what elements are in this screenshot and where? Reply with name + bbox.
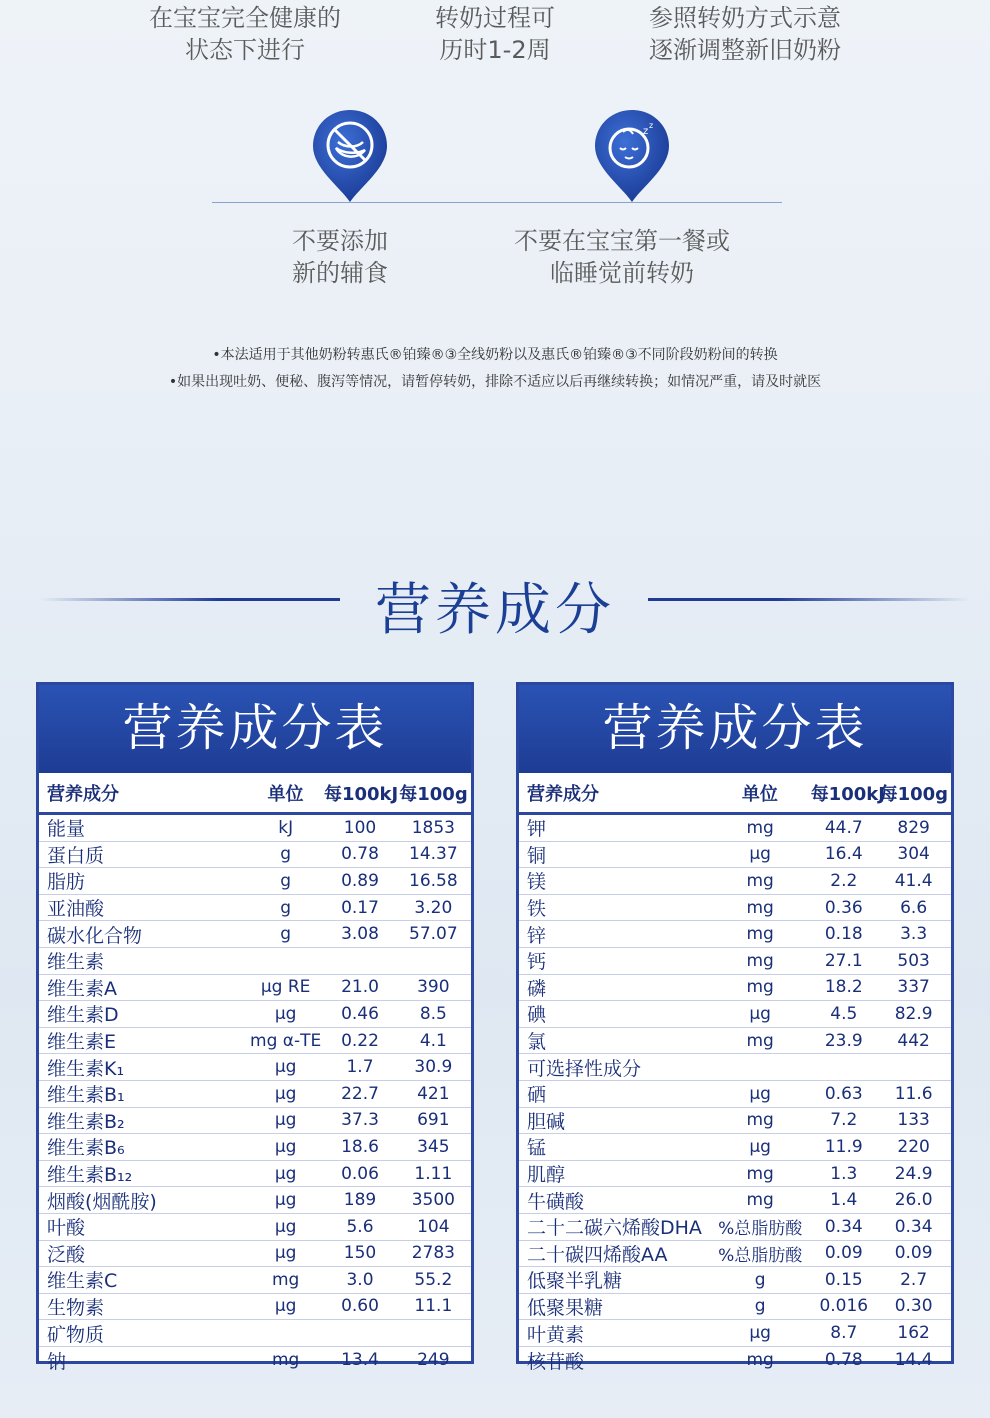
table-row <box>519 948 951 975</box>
cell-per-kj: 5.6 <box>346 1216 374 1237</box>
cell-name: 维生素B₁ <box>47 1084 125 1107</box>
cell-name: 矿物质 <box>47 1323 105 1346</box>
table-row <box>519 1294 951 1321</box>
cell-per-g: 104 <box>417 1216 450 1237</box>
table-row <box>519 1028 951 1055</box>
cell-per-g: 249 <box>417 1350 450 1371</box>
cell-name: 铜 <box>527 844 547 867</box>
header-per-kj: 每100kJ <box>323 783 399 805</box>
table-header-row <box>39 773 471 815</box>
note-warning: •如果出现吐奶、便秘、腹泻等情况，请暂停转奶，排除不适应以后再继续转换；如情况严重，请及时就医 <box>168 374 822 390</box>
cell-unit: mg α-TE <box>250 1030 322 1051</box>
cell-unit: g <box>280 870 292 891</box>
table-row <box>519 1054 951 1081</box>
table-title: 营养成分表 <box>39 685 471 773</box>
table-row <box>519 975 951 1002</box>
cell-per-g: 133 <box>897 1110 930 1131</box>
table-row <box>519 1081 951 1108</box>
cell-per-kj: 2.2 <box>830 870 858 891</box>
table-row <box>39 1108 471 1135</box>
table-row <box>519 1134 951 1161</box>
cell-unit: mg <box>746 950 774 971</box>
cell-unit: mg <box>271 1269 300 1290</box>
cell-per-kj: 1.3 <box>830 1163 858 1184</box>
cell-per-g: 11.1 <box>414 1296 453 1317</box>
cell-per-g: 421 <box>417 1083 450 1104</box>
cell-unit: mg <box>746 817 774 838</box>
cell-per-g: 829 <box>897 817 930 838</box>
table-row <box>39 975 471 1002</box>
cell-unit: μg <box>274 1003 297 1024</box>
cell-per-g: 82.9 <box>894 1003 933 1024</box>
cell-unit: mg <box>746 870 774 891</box>
cell-name: 烟酸(烟酰胺) <box>47 1190 157 1213</box>
table-row <box>39 1161 471 1188</box>
cell-name: 牛磺酸 <box>527 1190 585 1213</box>
cell-per-kj: 0.78 <box>341 844 379 865</box>
cell-per-g: 442 <box>897 1030 930 1051</box>
cell-unit: μg <box>274 1243 297 1264</box>
cell-unit: g <box>754 1269 766 1290</box>
cell-name: 维生素E <box>47 1031 117 1054</box>
header-per-kj: 每100kJ <box>810 783 885 805</box>
note-applicability: •本法适用于其他奶粉转惠氏®铂臻®③全线奶粉以及惠氏®铂臻®③不同阶段奶粉间的转换 <box>212 347 778 363</box>
cell-per-g: 220 <box>897 1136 930 1157</box>
cell-per-kj: 44.7 <box>824 817 863 838</box>
cell-per-kj: 0.016 <box>819 1296 869 1317</box>
tip-line: 不要在宝宝第一餐或 <box>514 227 730 255</box>
cell-name: 钾 <box>527 818 547 841</box>
cell-per-kj: 0.34 <box>824 1216 863 1237</box>
tip-line: 在宝宝完全健康的 <box>149 4 341 32</box>
cell-name: 锌 <box>527 924 547 947</box>
cell-unit: %总脂肪酸 <box>718 1219 803 1240</box>
table-row <box>39 868 471 895</box>
cell-name: 核苷酸 <box>527 1350 585 1373</box>
cell-name: 维生素B₂ <box>47 1110 125 1133</box>
cell-name: 维生素D <box>47 1004 119 1027</box>
header-unit: 单位 <box>741 783 778 805</box>
table-row <box>39 1134 471 1161</box>
no-banana-icon <box>311 108 389 204</box>
cell-per-kj: 18.6 <box>341 1136 379 1157</box>
cell-name: 叶黄素 <box>527 1323 585 1346</box>
table-row <box>39 1187 471 1214</box>
cell-unit: μg <box>274 1110 297 1131</box>
cell-unit: mg <box>746 897 774 918</box>
cell-per-kj: 27.1 <box>824 950 863 971</box>
cell-name: 能量 <box>47 818 86 841</box>
cell-name: 蛋白质 <box>47 844 105 867</box>
cell-name: 铁 <box>527 898 547 921</box>
cell-unit: g <box>280 897 292 918</box>
tip-healthy <box>130 2 360 66</box>
cell-name: 二十碳四烯酸AA <box>527 1243 668 1266</box>
cell-name: 可选择性成分 <box>527 1057 642 1080</box>
cell-per-g: 1853 <box>411 817 455 838</box>
cell-name: 维生素C <box>47 1270 118 1293</box>
table-row <box>519 1187 951 1214</box>
cell-unit: μg <box>749 1136 771 1157</box>
cell-name: 亚油酸 <box>47 898 105 921</box>
nutrition-table-right <box>516 682 954 1373</box>
table-row <box>519 1267 951 1294</box>
cell-per-g: 2.7 <box>900 1269 928 1290</box>
cell-per-g: 390 <box>417 977 450 998</box>
cell-unit: mg <box>746 1030 774 1051</box>
table-row <box>39 842 471 869</box>
cell-per-g: 41.4 <box>894 870 933 891</box>
cell-per-g: 162 <box>897 1323 930 1344</box>
cell-unit: μg <box>274 1216 297 1237</box>
tip-line: 状态下进行 <box>185 36 305 64</box>
table-row <box>39 1294 471 1321</box>
table-row <box>39 895 471 922</box>
cell-name: 维生素 <box>47 951 105 974</box>
cell-per-kj: 3.08 <box>341 924 379 945</box>
svg-text:z: z <box>643 126 649 137</box>
cell-per-kj: 23.9 <box>824 1030 863 1051</box>
title-line-right <box>648 598 970 601</box>
cell-per-kj: 37.3 <box>341 1110 379 1131</box>
section-title: 营养成分 <box>375 578 615 643</box>
tip-no-first-meal <box>480 225 764 289</box>
cell-per-kj: 1.4 <box>830 1190 858 1211</box>
cell-per-g: 0.09 <box>894 1243 933 1264</box>
cell-name: 硒 <box>527 1084 547 1107</box>
cell-per-kj: 0.15 <box>824 1269 863 1290</box>
cell-unit: μg <box>274 1163 297 1184</box>
cell-per-kj: 4.5 <box>830 1003 858 1024</box>
cell-unit: μg <box>749 844 771 865</box>
cell-per-kj: 11.9 <box>824 1136 863 1157</box>
cell-per-g: 57.07 <box>409 924 458 945</box>
cell-name: 维生素K₁ <box>47 1057 125 1080</box>
cell-name: 二十二碳六烯酸DHA <box>527 1217 702 1240</box>
cell-per-kj: 22.7 <box>341 1083 379 1104</box>
cell-per-g: 345 <box>417 1136 450 1157</box>
cell-name: 维生素B₁₂ <box>47 1164 133 1187</box>
cell-per-kj: 0.89 <box>341 870 379 891</box>
cell-per-kj: 0.17 <box>341 897 379 918</box>
tip-line: 历时1-2周 <box>439 36 551 64</box>
divider-line <box>212 202 782 203</box>
cell-per-g: 16.58 <box>409 870 458 891</box>
cell-name: 钙 <box>527 951 547 974</box>
cell-per-kj: 0.22 <box>341 1030 379 1051</box>
cell-unit: μg <box>274 1083 297 1104</box>
cell-unit: μg <box>274 1057 297 1078</box>
tip-line: 新的辅食 <box>292 259 388 287</box>
cell-per-kj: 0.60 <box>341 1296 379 1317</box>
cell-per-g: 1.11 <box>414 1163 453 1184</box>
cell-per-g: 3.20 <box>414 897 453 918</box>
cell-per-kj: 3.0 <box>346 1269 374 1290</box>
cell-name: 生物素 <box>47 1296 105 1319</box>
cell-unit: μg RE <box>260 977 311 998</box>
cell-per-g: 14.37 <box>409 844 458 865</box>
cell-per-g: 11.6 <box>894 1083 933 1104</box>
header-per-g: 每100g <box>399 783 468 805</box>
cell-per-kj: 1.7 <box>346 1057 374 1078</box>
cell-name: 泛酸 <box>47 1243 86 1266</box>
cell-per-kj: 0.06 <box>341 1163 379 1184</box>
cell-per-g: 4.1 <box>419 1030 447 1051</box>
tip-adjust <box>628 2 862 66</box>
svg-text:z: z <box>649 121 654 130</box>
cell-name: 镁 <box>527 871 547 894</box>
cell-unit: μg <box>274 1136 297 1157</box>
cell-per-g: 503 <box>897 950 930 971</box>
cell-unit: mg <box>746 1350 774 1371</box>
cell-per-g: 30.9 <box>414 1057 453 1078</box>
cell-per-kj: 0.46 <box>341 1003 379 1024</box>
cell-per-kj: 0.09 <box>824 1243 863 1264</box>
table-row <box>39 1001 471 1028</box>
cell-per-kj: 0.36 <box>824 897 863 918</box>
cell-per-g: 0.34 <box>894 1216 933 1237</box>
table-row <box>519 1347 951 1374</box>
cell-per-kj: 8.7 <box>830 1323 858 1344</box>
cell-per-kj: 150 <box>343 1243 377 1264</box>
tip-line: 逐渐调整新旧奶粉 <box>649 36 841 64</box>
table-row <box>519 895 951 922</box>
cell-unit: μg <box>749 1083 771 1104</box>
cell-name: 肌醇 <box>527 1164 566 1187</box>
table-row <box>519 921 951 948</box>
cell-name: 维生素B₆ <box>47 1137 125 1160</box>
cell-name: 维生素A <box>47 977 117 1000</box>
cell-per-kj: 7.2 <box>830 1110 858 1131</box>
tip-line: 参照转奶方式示意 <box>649 4 841 32</box>
cell-name: 低聚半乳糖 <box>527 1270 623 1293</box>
cell-per-g: 24.9 <box>894 1163 933 1184</box>
cell-unit: mg <box>746 924 774 945</box>
tip-no-solid-food <box>250 225 430 289</box>
table-row <box>39 1267 471 1294</box>
table-row <box>39 1214 471 1241</box>
cell-unit: mg <box>746 977 774 998</box>
table-row <box>519 1241 951 1268</box>
table-row <box>39 1028 471 1055</box>
cell-unit: μg <box>749 1003 771 1024</box>
cell-per-g: 55.2 <box>414 1269 453 1290</box>
cell-per-g: 2783 <box>411 1243 455 1264</box>
header-per-g: 每100g <box>879 783 949 805</box>
cell-per-kj: 13.4 <box>341 1350 379 1371</box>
cell-per-g: 26.0 <box>894 1190 933 1211</box>
table-row <box>519 1001 951 1028</box>
cell-unit: %总脂肪酸 <box>718 1245 803 1266</box>
cell-unit: kJ <box>278 817 294 838</box>
cell-per-g: 691 <box>417 1110 450 1131</box>
tip-line: 不要添加 <box>292 227 388 255</box>
cell-name: 脂肪 <box>47 871 86 894</box>
table-row <box>39 1081 471 1108</box>
table-row <box>519 815 951 842</box>
table-row <box>39 1320 471 1347</box>
cell-per-kj: 189 <box>343 1190 377 1211</box>
cell-per-g: 6.6 <box>900 897 928 918</box>
table-row <box>519 1161 951 1188</box>
table-title: 营养成分表 <box>519 685 951 773</box>
cell-per-kj: 100 <box>343 817 377 838</box>
cell-per-g: 0.30 <box>894 1296 933 1317</box>
cell-name: 氯 <box>527 1031 547 1054</box>
cell-name: 钠 <box>47 1350 67 1373</box>
cell-per-kj: 0.78 <box>824 1350 863 1371</box>
cell-unit: mg <box>746 1190 774 1211</box>
cell-per-kj: 0.63 <box>824 1083 863 1104</box>
cell-per-g: 14.4 <box>894 1350 933 1371</box>
cell-unit: μg <box>274 1190 297 1211</box>
cell-unit: mg <box>746 1163 774 1184</box>
cell-unit: mg <box>746 1110 774 1131</box>
table-row <box>519 868 951 895</box>
cell-name: 锰 <box>527 1137 547 1160</box>
table-row <box>39 815 471 842</box>
table-row <box>39 1347 471 1374</box>
table-row <box>519 1320 951 1347</box>
cell-per-g: 3.3 <box>900 924 928 945</box>
cell-unit: g <box>280 924 292 945</box>
cell-per-kj: 18.2 <box>824 977 863 998</box>
cell-name: 磷 <box>527 977 547 1000</box>
cell-unit: mg <box>271 1350 300 1371</box>
table-row <box>39 921 471 948</box>
cell-unit: g <box>280 844 292 865</box>
cell-unit: g <box>754 1296 766 1317</box>
cell-per-g: 337 <box>897 977 930 998</box>
cell-name: 叶酸 <box>47 1217 86 1240</box>
cell-per-kj: 21.0 <box>341 977 379 998</box>
table-row <box>39 948 471 975</box>
header-name: 营养成分 <box>47 783 119 805</box>
table-body <box>519 815 951 1373</box>
table-row <box>519 1214 951 1241</box>
cell-per-g: 304 <box>897 844 930 865</box>
table-row <box>39 1241 471 1268</box>
table-row <box>519 842 951 869</box>
cell-name: 碘 <box>527 1004 547 1027</box>
cell-name: 低聚果糖 <box>527 1296 604 1319</box>
table-row <box>519 1108 951 1135</box>
nutrition-table-left <box>36 682 474 1373</box>
cell-unit: μg <box>749 1323 771 1344</box>
cell-per-kj: 0.18 <box>824 924 863 945</box>
cell-unit: μg <box>274 1296 297 1317</box>
header-unit: 单位 <box>267 783 304 805</box>
tip-line: 转奶过程可 <box>435 4 555 32</box>
cell-name: 胆碱 <box>527 1110 566 1133</box>
cell-per-g: 8.5 <box>419 1003 447 1024</box>
sleeping-baby-icon <box>593 108 671 204</box>
tip-duration <box>410 2 580 66</box>
table-header-row <box>519 773 951 815</box>
table-body <box>39 815 471 1373</box>
header-name: 营养成分 <box>527 783 599 805</box>
tip-line: 临睡觉前转奶 <box>550 259 694 287</box>
cell-per-g: 3500 <box>411 1190 455 1211</box>
cell-per-kj: 16.4 <box>824 844 863 865</box>
cell-name: 碳水化合物 <box>47 924 143 947</box>
table-row <box>39 1054 471 1081</box>
